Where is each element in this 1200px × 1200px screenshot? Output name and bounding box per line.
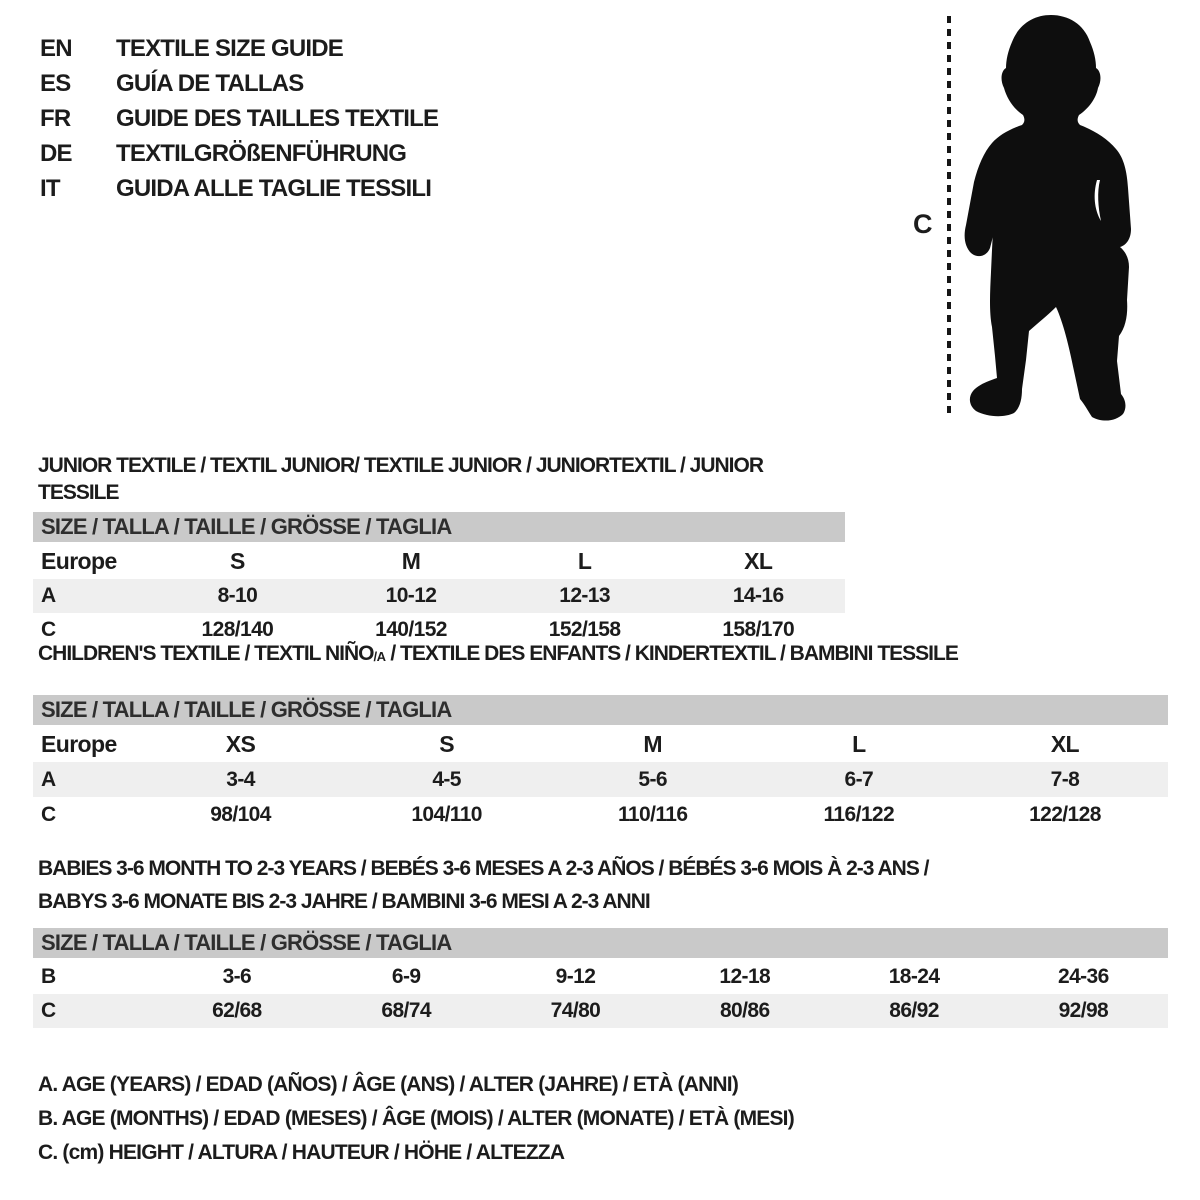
table-cell: 8-10 <box>217 584 258 607</box>
table-cell: 5-6 <box>638 767 667 791</box>
table-cell: L <box>577 548 592 574</box>
legend-line: B. AGE (MONTHS) / EDAD (MESES) / ÂGE (MOIS) / ALTER (MONATE) / ETÀ (MESI) <box>38 1107 794 1130</box>
language-code: ES <box>40 69 71 97</box>
table-cell: 9-12 <box>555 965 596 988</box>
table-cell: 7-8 <box>1050 767 1080 791</box>
size-table <box>33 727 1168 832</box>
language-code: EN <box>40 34 72 62</box>
table-cell: 4-5 <box>432 767 461 791</box>
language-label: TEXTILGRÖßENFÜHRUNG <box>116 139 407 167</box>
language-guide <box>40 31 438 206</box>
table-title-line: BABYS 3-6 MONATE BIS 2-3 JAHRE / BAMBINI 3-6 MESI A 2-3 ANNI <box>38 890 650 913</box>
table-cell: 14-16 <box>732 584 784 607</box>
table-cell: 68/74 <box>381 999 431 1022</box>
language-code: FR <box>40 104 71 132</box>
table-cell: 74/80 <box>550 999 601 1022</box>
table-cell: 110/116 <box>618 802 688 826</box>
row-label: A <box>41 767 56 791</box>
table-title-line: JUNIOR TEXTILE / TEXTIL JUNIOR/ TEXTILE JUNIOR / JUNIORTEXTIL / JUNIOR TESSILE <box>38 454 763 504</box>
table-cell: M <box>401 548 421 574</box>
legend-line: A. AGE (YEARS) / EDAD (AÑOS) / ÂGE (ANS) / ALTER (JAHRE) / ETÀ (ANNI) <box>38 1073 739 1096</box>
table-cell: XL <box>1050 731 1080 757</box>
table-row <box>33 994 1168 1028</box>
table-cell: 116/122 <box>823 802 895 826</box>
language-label: GUÍA DE TALLAS <box>116 69 304 97</box>
table-cell: 18-24 <box>888 965 940 988</box>
language-row <box>40 101 438 136</box>
table-cell: S <box>230 548 245 574</box>
table-cell: XL <box>744 548 773 574</box>
language-label: GUIDA ALLE TAGLIE TESSILI <box>116 174 432 202</box>
size-header-band: SIZE / TALLA / TAILLE / GRÖSSE / TAGLIA <box>33 512 845 542</box>
table-cell: 104/110 <box>411 802 482 826</box>
size-header-band: SIZE / TALLA / TAILLE / GRÖSSE / TAGLIA <box>33 695 1168 725</box>
table-cell: 80/86 <box>719 999 770 1022</box>
table-title-babies <box>33 852 1168 918</box>
table-cell: 152/158 <box>548 618 621 641</box>
table-row <box>33 727 1168 762</box>
table-cell: 24-36 <box>1057 965 1109 988</box>
size-table <box>33 544 845 647</box>
height-measure-dashed-line <box>947 16 951 416</box>
language-row <box>40 136 438 171</box>
toddler-silhouette-icon <box>956 10 1146 425</box>
table-cell: 92/98 <box>1058 999 1109 1022</box>
title-small-suffix: /A <box>373 649 386 664</box>
children-textile-table <box>33 640 1168 832</box>
legend <box>38 1068 794 1170</box>
table-title-junior <box>33 452 845 506</box>
table-cell: 6-7 <box>844 767 874 791</box>
language-label: TEXTILE SIZE GUIDE <box>116 34 343 62</box>
language-row <box>40 66 438 101</box>
table-cell: 3-6 <box>222 965 252 988</box>
table-cell: 12-13 <box>559 584 610 607</box>
table-row <box>33 960 1168 994</box>
language-row <box>40 171 438 206</box>
table-title-line: CHILDREN'S TEXTILE / TEXTIL NIÑO/A / TEXTILE DES ENFANTS / KINDERTEXTIL / BAMBINI TESSILE <box>38 642 958 665</box>
table-row <box>33 797 1168 832</box>
row-label: Europe <box>41 548 117 574</box>
table-cell: 122/128 <box>1029 802 1101 826</box>
table-row <box>33 544 845 579</box>
language-code: IT <box>40 174 60 202</box>
table-cell: 3-4 <box>226 767 255 791</box>
row-label: B <box>41 965 56 988</box>
language-code: DE <box>40 139 72 167</box>
table-cell: L <box>852 731 866 757</box>
row-label: A <box>41 584 56 607</box>
size-header-band: SIZE / TALLA / TAILLE / GRÖSSE / TAGLIA <box>33 928 1168 958</box>
table-cell: M <box>643 731 662 757</box>
babies-textile-table <box>33 852 1168 1028</box>
height-measure-label: C <box>913 209 933 239</box>
table-title-children <box>33 640 1168 670</box>
table-cell: 158/170 <box>722 618 795 641</box>
table-title-line: BABIES 3-6 MONTH TO 2-3 YEARS / BEBÉS 3-6 MESES A 2-3 AÑOS / BÉBÉS 3-6 MOIS À 2-3 ANS / <box>38 857 929 880</box>
table-cell: S <box>439 731 454 757</box>
row-label: Europe <box>41 731 117 757</box>
language-label: GUIDE DES TAILLES TEXTILE <box>116 104 439 132</box>
row-label: C <box>41 999 56 1022</box>
row-label: C <box>41 802 56 826</box>
table-cell: 128/140 <box>201 618 274 641</box>
table-cell: 86/92 <box>889 999 939 1022</box>
size-table <box>33 960 1168 1028</box>
junior-textile-table <box>33 452 845 647</box>
table-cell: 12-18 <box>719 965 771 988</box>
table-row <box>33 579 845 613</box>
language-row <box>40 31 438 66</box>
table-row <box>33 762 1168 797</box>
row-label: C <box>41 618 56 641</box>
table-cell: 62/68 <box>212 999 262 1022</box>
table-cell: 98/104 <box>210 802 271 826</box>
table-cell: 140/152 <box>375 618 447 641</box>
table-cell: XS <box>225 731 256 757</box>
legend-line: C. (cm) HEIGHT / ALTURA / HAUTEUR / HÖHE / ALTEZZA <box>38 1141 565 1164</box>
table-cell: 10-12 <box>385 584 437 607</box>
table-cell: 6-9 <box>391 965 421 988</box>
